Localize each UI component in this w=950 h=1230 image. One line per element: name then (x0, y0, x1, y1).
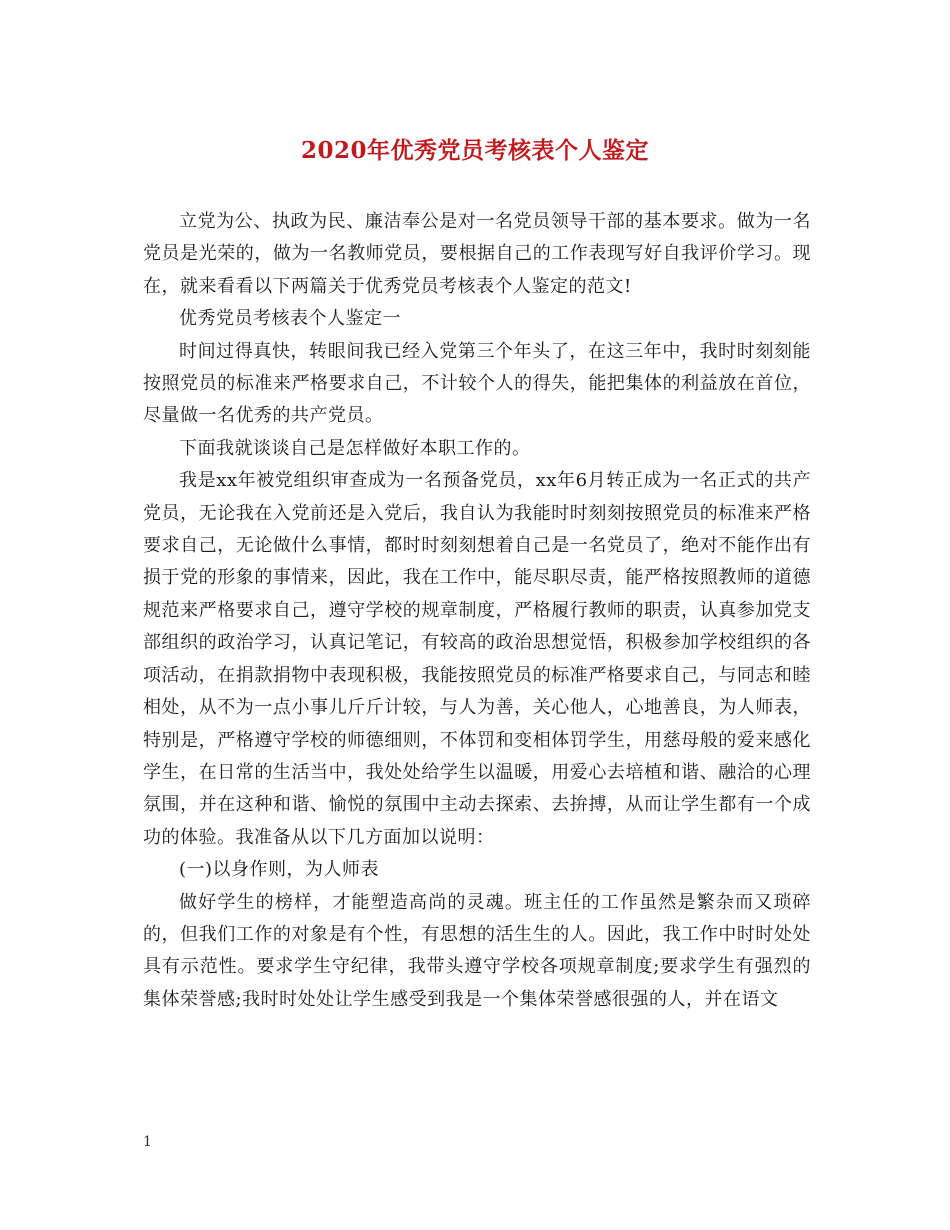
paragraph: 做好学生的榜样，才能塑造高尚的灵魂。班主任的工作虽然是繁杂而又琐碎的，但我们工作的对象是有个性，有思想的活生生的人。因此，我工作中时时处处具有示范性。要求学生守纪律，我带头遵守学校各项规章制度;要求学生有强烈的集体荣誉感;我时时处处让学生感受到我是一个集体荣誉感很强的人，并在语文 (143, 891, 811, 1010)
paragraph: 下面我就谈谈自己是怎样做好本职工作的。 (179, 437, 531, 459)
document-title: 2020年优秀党员考核表个人鉴定 (300, 137, 649, 164)
paragraph: 时间过得真快，转眼间我已经入党第三个年头了，在这三年中，我时时刻刻能按照党员的标准来严格要求自己，不计较个人的得失，能把集体的利益放在首位，尽量做一名优秀的共产党员。 (143, 340, 811, 427)
paragraph-section-heading: 优秀党员考核表个人鉴定一 (179, 308, 401, 330)
paragraph: 我是xx年被党组织审查成为一名预备党员，xx年6月转正成为一名正式的共产党员，无论我在入党前还是入党后，我自认为我能时时刻刻按照党员的标准来严格要求自己，无论做什么事情，都时时刻刻想着自己是一名党员了，绝对不能作出有损于党的形象的事情来，因此，我在工作中，能尽职尽责，能严格按照教师的道德规范来严格要求自己，遵守学校的规章制度，严格履行教师的职责，认真参加党支部组织的政治学习，认真记笔记，有较高的政治思想觉悟，积极参加学校组织的各项活动，在捐款捐物中表现积极，我能按照党员的标准严格要求自己，与同志和睦相处，从不为一点小事儿斤斤计较，与人为善，关心他人，心地善良，为人师表，特别是，严格遵守学校的师德细则，不体罚和变相体罚学生，用慈母般的爱来感化学生，在日常的生活当中，我处处给学生以温暖，用爱心去培植和谐、融洽的心理氛围，并在这种和谐、愉悦的氛围中主动去探索、去拚搏，从而让学生都有一个成功的体验。我准备从以下几方面加以说明： (143, 470, 811, 848)
document-body (143, 206, 811, 1016)
page-number: 1 (143, 1134, 152, 1150)
paragraph-subheading: (一)以身作则，为人师表 (179, 859, 380, 881)
paragraph-intro: 立党为公、执政为民、廉洁奉公是对一名党员领导干部的基本要求。做为一名党员是光荣的，做为一名教师党员，要根据自己的工作表现写好自我评价学习。现在，就来看看以下两篇关于优秀党员考核表个人鉴定的范文! (143, 211, 811, 297)
